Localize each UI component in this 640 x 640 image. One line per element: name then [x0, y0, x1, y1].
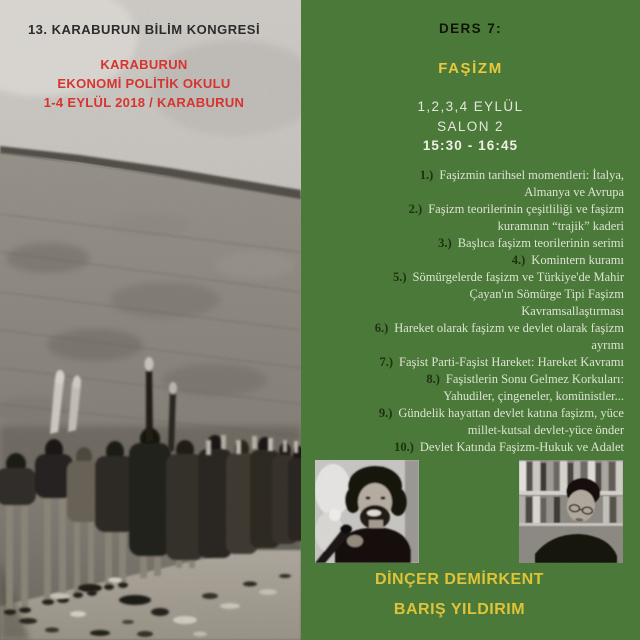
congress-title: 13. KARABURUN BİLİM KONGRESİ	[27, 22, 261, 37]
lesson-title: FAŞİZM	[438, 60, 503, 77]
topic-item: 9.) Gündelik hayattan devlet katına faşizm, yüce millet-kutsal devlet-yüce önder	[378, 406, 624, 437]
topic-number: 3.)	[438, 236, 452, 250]
school-line: EKONOMİ POLİTİK OKULU	[57, 76, 231, 91]
topic-item: 1.) Faşizmin tarihsel momentleri: İtalya, Almanya ve Avrupa	[419, 168, 624, 199]
speaker-photos-row	[315, 460, 623, 563]
speaker-name: BARIŞ YILDIRIM	[393, 601, 526, 618]
topic-item: 5.) Sömürgelerde faşizm ve Türkiye'de Mahir Çayan'ın Sömürge Tipi Faşizm Kavramsallaştırması	[393, 270, 624, 318]
topic-number: 7.)	[379, 355, 394, 369]
school-line: 1-4 EYLÜL 2018 / KARABURUN	[43, 95, 245, 110]
session-time: 15:30 - 16:45	[422, 138, 519, 153]
topic-item: 2.) Faşizm teorilerinin çeşitliliği ve faşizm kuramının “trajik” kaderi	[408, 202, 624, 233]
school-name-block	[4, 55, 284, 112]
program-panel	[301, 0, 640, 640]
topic-item: 4.) Komintern kuramı	[511, 253, 624, 267]
topic-item: 6.) Hareket olarak faşizm ve devlet olarak faşizm ayrımı	[374, 321, 624, 352]
topic-item: 10.) Devlet Katında Faşizm-Hukuk ve Adalet	[394, 440, 624, 454]
topic-item: 3.) Başlıca faşizm teorilerinin serimi	[438, 236, 624, 250]
lesson-label: DERS 7:	[438, 21, 503, 36]
topic-list	[313, 167, 624, 456]
topic-item: 7.) Faşist Parti-Faşist Hareket: Hareket Kavramı	[379, 355, 624, 369]
historical-photo-panel	[0, 0, 301, 640]
session-room: SALON 2	[437, 119, 504, 134]
topic-number: 5.)	[393, 270, 407, 284]
topic-number: 10.)	[394, 440, 414, 454]
speaker-photo-dincer-demirkent	[315, 460, 419, 563]
topic-number: 1.)	[419, 168, 434, 182]
speaker-name: DİNÇER DEMİRKENT	[375, 571, 544, 588]
speaker-photo-baris-yildirim	[519, 460, 623, 563]
speaker-names	[301, 565, 618, 625]
topic-number: 2.)	[408, 202, 423, 216]
topic-number: 6.)	[374, 321, 389, 335]
topic-item: 8.) Faşistlerin Sonu Gelmez Korkuları: Yahudiler, çingeneler, komünistler...	[426, 372, 624, 403]
topic-number: 9.)	[378, 406, 393, 420]
topic-number: 4.)	[511, 253, 526, 267]
school-line: KARABURUN	[100, 57, 188, 72]
topic-number: 8.)	[426, 372, 440, 386]
session-dates: 1,2,3,4 EYLÜL	[417, 99, 524, 114]
